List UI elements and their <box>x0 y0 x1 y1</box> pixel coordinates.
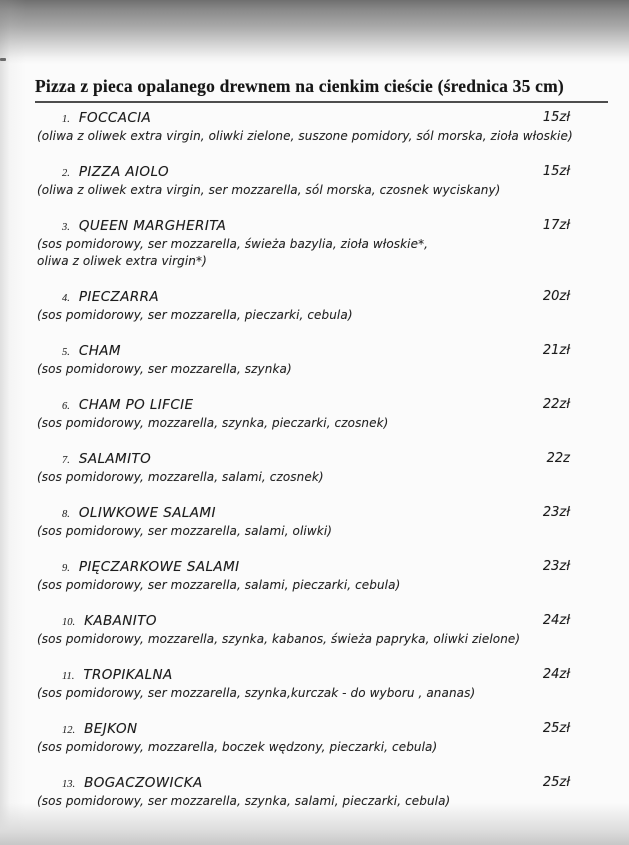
item-price: 24zł <box>542 667 570 682</box>
item-price: 15zł <box>542 110 570 125</box>
item-name: PIĘCZARKOWE SALAMI <box>78 559 240 575</box>
item-number: 6. <box>62 401 70 412</box>
item-number: 1. <box>62 114 70 125</box>
item-name-row <box>37 721 570 739</box>
item-price: 21zł <box>542 343 570 358</box>
menu-item <box>37 343 570 378</box>
item-name-row <box>37 164 570 182</box>
menu-item <box>37 721 570 756</box>
item-description: (sos pomidorowy, mozzarella, szynka, pieczarki, czosnek) <box>37 416 389 430</box>
item-name-row <box>37 343 570 361</box>
item-number: 9. <box>62 563 70 574</box>
menu-item <box>37 164 570 199</box>
item-name-row <box>37 397 570 415</box>
item-price: 22zł <box>542 397 570 412</box>
item-name: KABANITO <box>84 613 157 629</box>
item-name-row <box>37 667 570 685</box>
item-description: (sos pomidorowy, ser mozzarella, salami, pieczarki, cebula) <box>37 578 401 592</box>
item-description: (sos pomidorowy, mozzarella, szynka, kabanos, świeża papryka, oliwki zielone) <box>37 632 521 646</box>
menu-item <box>37 397 570 432</box>
item-description: (sos pomidorowy, ser mozzarella, salami, oliwki) <box>37 524 333 538</box>
item-number: 10. <box>62 617 76 628</box>
item-number: 12. <box>62 725 76 736</box>
item-description: (sos pomidorowy, mozzarella, salami, czosnek) <box>37 470 324 484</box>
item-price: 17zł <box>542 218 570 233</box>
item-description-line2: oliwa z oliwek extra virgin*) <box>37 254 207 268</box>
menu-item <box>37 110 573 145</box>
menu-item <box>37 775 570 810</box>
item-name: OLIWKOWE SALAMI <box>78 505 216 521</box>
item-description: (sos pomidorowy, mozzarella, boczek wędzony, pieczarki, cebula) <box>37 740 438 754</box>
item-description: (sos pomidorowy, ser mozzarella, świeża bazylia, zioła włoskie*, <box>37 237 429 251</box>
menu-item <box>37 289 570 324</box>
item-price: 24zł <box>542 613 570 628</box>
item-name: CHAM <box>78 343 121 359</box>
item-number: 3. <box>62 222 70 233</box>
item-description: (sos pomidorowy, ser mozzarella, szynka, salami, pieczarki, cebula) <box>37 794 451 808</box>
item-number: 5. <box>62 347 70 358</box>
item-name: BOGACZOWICKA <box>84 775 203 791</box>
item-name: CHAM PO LIFCIE <box>78 397 194 413</box>
item-name: PIECZARRA <box>78 289 160 305</box>
item-name: BEJKON <box>84 721 138 737</box>
item-number: 8. <box>62 509 70 520</box>
menu-item <box>37 667 570 702</box>
item-description: (sos pomidorowy, ser mozzarella, szynka,kurczak - do wyboru , ananas) <box>37 686 476 700</box>
item-name: FOCCACIA <box>78 110 152 126</box>
item-name-row <box>37 110 570 128</box>
menu-item <box>37 218 570 270</box>
item-name-row <box>37 218 570 236</box>
item-number: 2. <box>62 168 70 179</box>
menu-item <box>37 613 570 648</box>
item-description: (oliwa z oliwek extra virgin, oliwki zielone, suszone pomidory, sól morska, zioła włoskie) <box>37 129 573 143</box>
menu-item <box>37 505 570 540</box>
item-price: 20zł <box>542 289 570 304</box>
item-price: 15zł <box>542 164 570 179</box>
item-name-row <box>37 289 570 307</box>
item-description: (sos pomidorowy, ser mozzarella, szynka) <box>37 362 292 376</box>
item-price: 22z <box>546 451 570 466</box>
menu-item <box>37 559 570 594</box>
item-price: 25zł <box>542 721 570 736</box>
item-number: 4. <box>62 293 70 304</box>
item-name: PIZZA AIOLO <box>78 164 169 180</box>
item-price: 23zł <box>542 559 570 574</box>
item-description: (oliwa z oliwek extra virgin, ser mozzarella, sól morska, czosnek wyciskany) <box>37 183 501 197</box>
scan-artifact-dash <box>0 58 6 61</box>
menu-item-list <box>37 110 573 829</box>
menu-item <box>37 451 570 486</box>
item-name: QUEEN MARGHERITA <box>78 218 227 234</box>
item-name-row <box>37 559 570 577</box>
item-name-row <box>37 505 570 523</box>
item-number: 7. <box>62 455 70 466</box>
menu-section-title: Pizza z pieca opalanego drewnem na cienkim cieście (średnica 35 cm) <box>35 76 608 103</box>
item-name-row <box>37 775 570 793</box>
item-name: TROPIKALNA <box>83 667 173 683</box>
item-number: 11. <box>62 671 75 682</box>
item-price: 25zł <box>542 775 570 790</box>
item-description: (sos pomidorowy, ser mozzarella, pieczarki, cebula) <box>37 308 353 322</box>
item-number: 13. <box>62 779 76 790</box>
item-name: SALAMITO <box>78 451 152 467</box>
item-price: 23zł <box>542 505 570 520</box>
item-name-row <box>37 613 570 631</box>
item-name-row <box>37 451 570 469</box>
